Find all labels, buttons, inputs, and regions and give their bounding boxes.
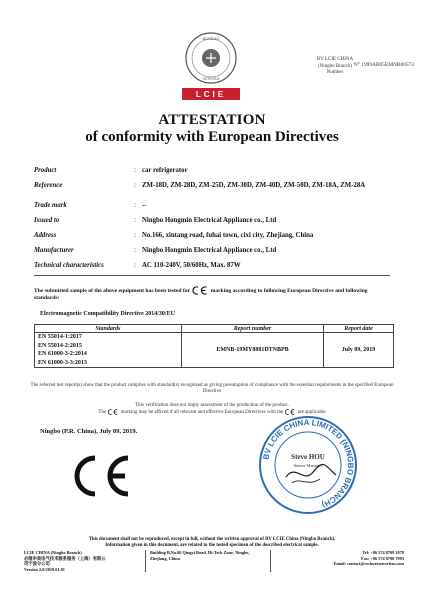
standard-item: EN 55014-2:2015 <box>38 342 82 349</box>
standard-item: EN 61000-3-2:2014 <box>38 351 87 358</box>
directive-title: Electromagnetic Compatibility Directive 2014/30/EU <box>40 311 175 317</box>
report-date-cell: July 09, 2019 <box>324 333 394 368</box>
column-header: Report date <box>324 325 394 333</box>
field-value: Ningbo Hongmin Electrical Appliance co., Ltd <box>142 217 277 224</box>
document-title: ATTESTATION <box>158 112 266 128</box>
number-label: Number <box>326 70 344 75</box>
field-label: Manufacturer <box>34 247 74 254</box>
verification-note-text: marking may be affixed if all relevant and effective European Directives with the <box>120 410 284 416</box>
verification-note-text: are applicable <box>297 410 326 416</box>
test-statement <box>34 286 390 303</box>
verification-note-text: The <box>98 410 107 416</box>
verification-note-line: This verification does not imply assessment of the production of the product. <box>135 403 289 408</box>
standard-item: EN 55014-1:2017 <box>38 334 82 340</box>
field-value: ZM-18D, ZM-28D, ZM-25D, ZM-30D, ZM-40D, ZM-50D, ZM-18A, ZM-28A <box>142 182 366 189</box>
field-label: Trade mark <box>34 202 67 209</box>
field-value: No.166, xintang road, fuhai town, cixi city, Zhejiang, China <box>142 232 314 239</box>
svg-text:Senior Manager: Senior Manager <box>293 463 323 468</box>
field-label: Product <box>34 167 57 174</box>
standards-table <box>34 324 394 368</box>
field-value: -- <box>142 202 147 209</box>
footer-disclaimer-line: Information given in this document, are related to the tested specimen of the described electrical sample. <box>105 543 319 548</box>
place-and-date: Ningbo (P.R. China), July 09, 2019. <box>40 428 138 435</box>
document-version: Version 2.0/2019.01.01 <box>24 566 65 572</box>
table-header-row <box>35 325 394 333</box>
svg-text:LCIE: LCIE <box>195 90 227 99</box>
footer-address: Building B,No.66 Qingyi Road, Hi-Tech Zone, Ningbo, Zhejiang, China <box>150 550 250 561</box>
ce-mark-icon <box>70 452 134 500</box>
footer-company-chinese: 司宁波分公司 <box>24 561 50 567</box>
footer-company-block <box>24 550 142 572</box>
statement-text: The submitted sample of the above equipment has been tested for <box>34 287 190 294</box>
ce-mark-icon <box>191 286 209 295</box>
field-value: car refrigerator <box>142 167 188 174</box>
statement-text: marking according to following European Directive and following standards: <box>34 287 368 302</box>
field-label: Address <box>34 232 57 239</box>
column-header: Report number <box>182 325 324 333</box>
field-value: Ningbo Hongmin Electrical Appliance co., Ltd <box>142 247 277 254</box>
issuer-name: BV LCIE CHINA <box>316 57 354 62</box>
standard-item: EN 61000-3-3:2013 <box>38 359 87 366</box>
issuer-branch: (Ningbo Branch) <box>317 63 353 69</box>
footer-tel: Tel: +86 574 8709 1078 <box>362 550 404 555</box>
footer-company-chinese: 必维申美电气技术服务服务（上海）有限公 <box>24 555 106 561</box>
standards-cell <box>35 333 182 368</box>
column-header: Standards <box>35 325 182 333</box>
field-value: AC 110-240V, 50/60Hz, Max. 87W <box>142 262 241 269</box>
svg-text:BV LCIE CHINA LIMITED (NINGBO: BV LCIE CHINA LIMITED (NINGBO BRANCH) <box>261 417 356 510</box>
field-label: Issued to <box>34 217 60 224</box>
svg-text:BUREAU: BUREAU <box>202 36 220 41</box>
field-label: Reference <box>34 182 63 189</box>
footer-disclaimer-line: This document shall not be reproduced, except in full, without the written approval of BV LCIE China (Ningbo Branch). <box>88 537 336 542</box>
field-label: Technical characteristics <box>34 262 104 269</box>
footer-company-name: LCIE CHINA (Ningbo Branch) <box>24 550 82 555</box>
compliance-note: The referred test report(s) show that the product complies with standard(s) recognized as giving presumption of compliance with the essential requirements in the specified European Directive <box>30 383 394 395</box>
table-row <box>35 333 394 368</box>
divider <box>34 275 390 276</box>
svg-text:VERITAS: VERITAS <box>202 76 220 81</box>
footer-contact-block <box>254 550 404 567</box>
report-number-cell: EMNB-19MY0881DTNBPB <box>182 333 324 368</box>
svg-text:Steve HOU: Steve HOU <box>291 453 325 461</box>
bureau-veritas-lcie-logo <box>180 30 242 108</box>
certificate-number: N° 1999AB05EMNB00573 <box>353 62 414 68</box>
company-seal-stamp <box>256 413 360 517</box>
footer-email: Email: contact@cn.bureauveritas.com <box>333 561 404 567</box>
footer-disclaimer <box>20 537 404 549</box>
ce-mark-icon <box>107 409 119 415</box>
document-subtitle: of conformity with European Directives <box>85 129 339 145</box>
footer-fax: Fax: +86 574 8790 7993 <box>360 555 404 561</box>
